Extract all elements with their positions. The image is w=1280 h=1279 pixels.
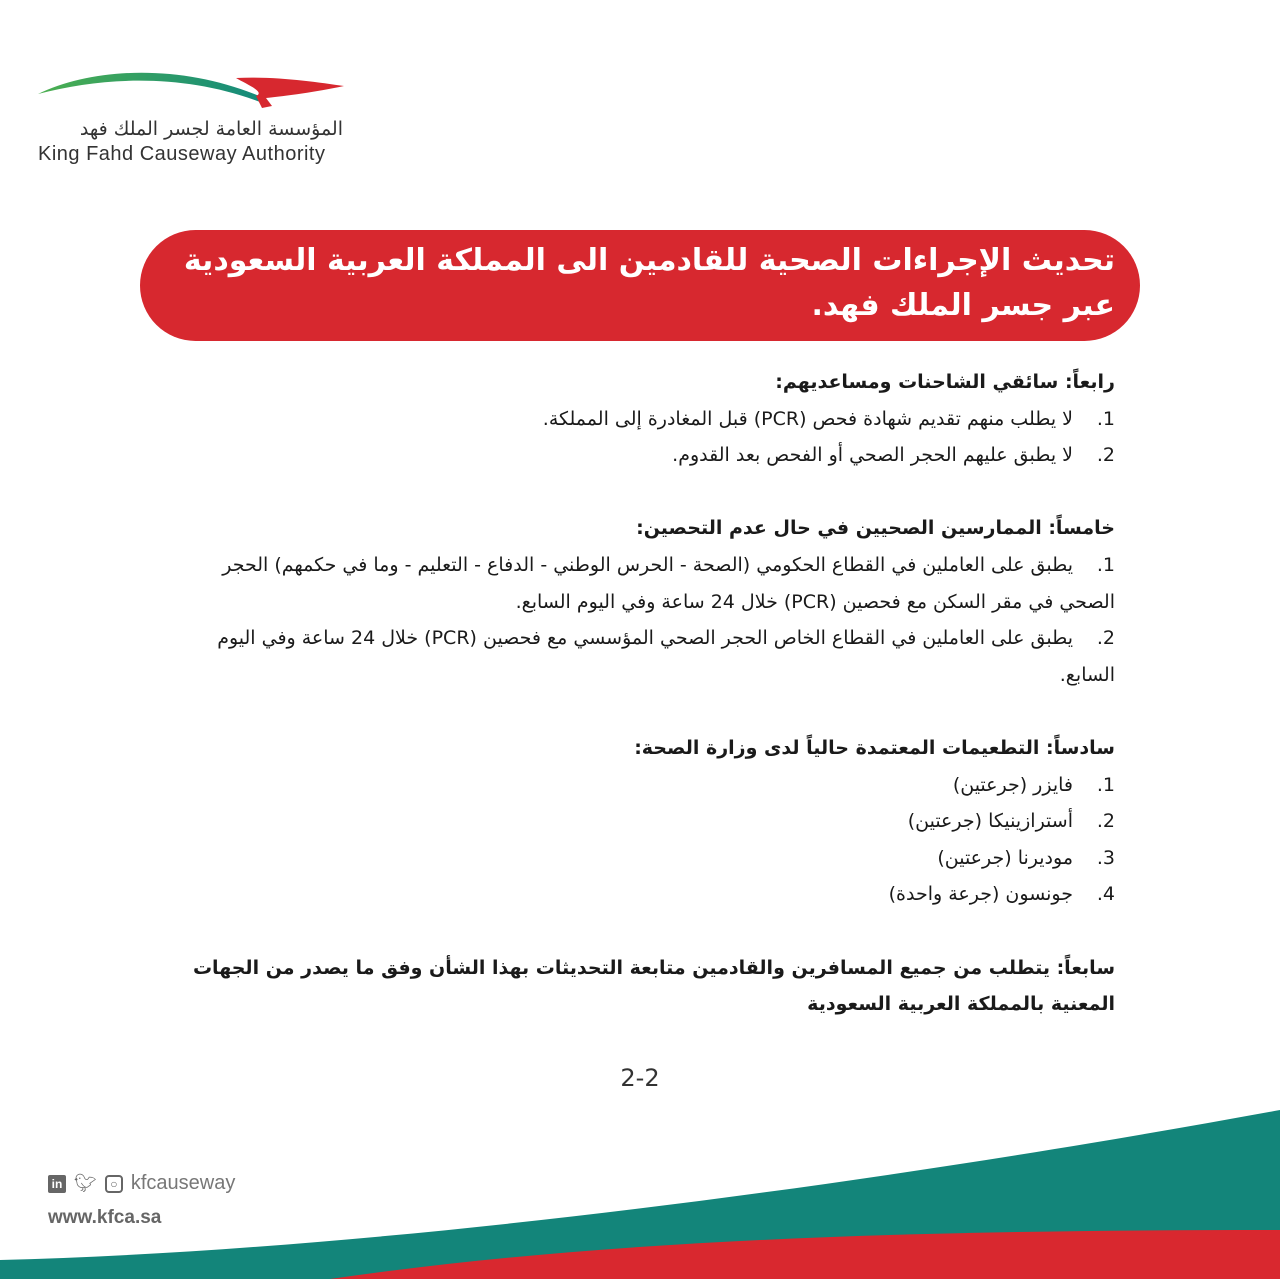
list-item: 2.أسترازينيكا (جرعتين) (907, 810, 1115, 833)
title-line-1: تحديث الإجراءات الصحية للقادمين الى المملكة العربية السعودية (183, 243, 1115, 278)
title-banner (140, 230, 1140, 341)
twitter-icon[interactable]: 🐦︎ (74, 1173, 97, 1193)
section-heading: رابعاً: سائقي الشاحنات ومساعديهم: (775, 371, 1115, 393)
list-item: 4.جونسون (جرعة واحدة) (888, 883, 1115, 906)
document-body (170, 364, 1115, 1023)
social-handle[interactable]: kfcauseway (130, 1172, 236, 1194)
social-links (48, 1172, 235, 1195)
website-link[interactable]: www.kfca.sa (48, 1207, 162, 1228)
list-item: 1.فايزر (جرعتين) (952, 773, 1115, 796)
final-note: سابعاً: يتطلب من جميع المسافرين والقادمين متابعة التحديثات بهذا الشأن وفق ما يصدر من الجهات المعنية بالمملكة العربية السعودية (192, 956, 1115, 1016)
instagram-icon[interactable]: ○ (105, 1175, 123, 1193)
list-item: 3.موديرنا (جرعتين) (937, 846, 1115, 869)
page-number: 2-2 (620, 1064, 660, 1092)
list-item: 1.لا يطلب منهم تقديم شهادة فحص (PCR) قبل المغادرة إلى المملكة. (542, 407, 1115, 430)
section-heading: سادساً: التطعيمات المعتمدة حالياً لدى وزارة الصحة: (634, 736, 1115, 759)
logo-arabic-name: المؤسسة العامة لجسر الملك فهد (79, 118, 343, 140)
list-item: 2.يطبق على العاملين في القطاع الخاص الحجر الصحي المؤسسي مع فحصين (PCR) خلال 24 ساعة وفي اليوم السابع. (217, 627, 1115, 686)
logo-english-name: King Fahd Causeway Authority (38, 143, 326, 165)
section-heading: خامساً: الممارسين الصحيين في حال عدم التحصين: (636, 517, 1115, 540)
list-item: 1.يطبق على العاملين في القطاع الحكومي (الصحة - الحرس الوطني - الدفاع - التعليم - وما في حكمهم) الحجر الصحي في مقر السكن مع فحصين (PCR) خلال 24 ساعة وفي اليوم السابع. (222, 553, 1115, 613)
kfca-logo (36, 66, 346, 116)
linkedin-icon[interactable]: in (48, 1175, 66, 1193)
title-line-2: عبر جسر الملك فهد. (811, 288, 1115, 323)
list-item: 2.لا يطبق عليهم الحجر الصحي أو الفحص بعد القدوم. (672, 444, 1115, 467)
